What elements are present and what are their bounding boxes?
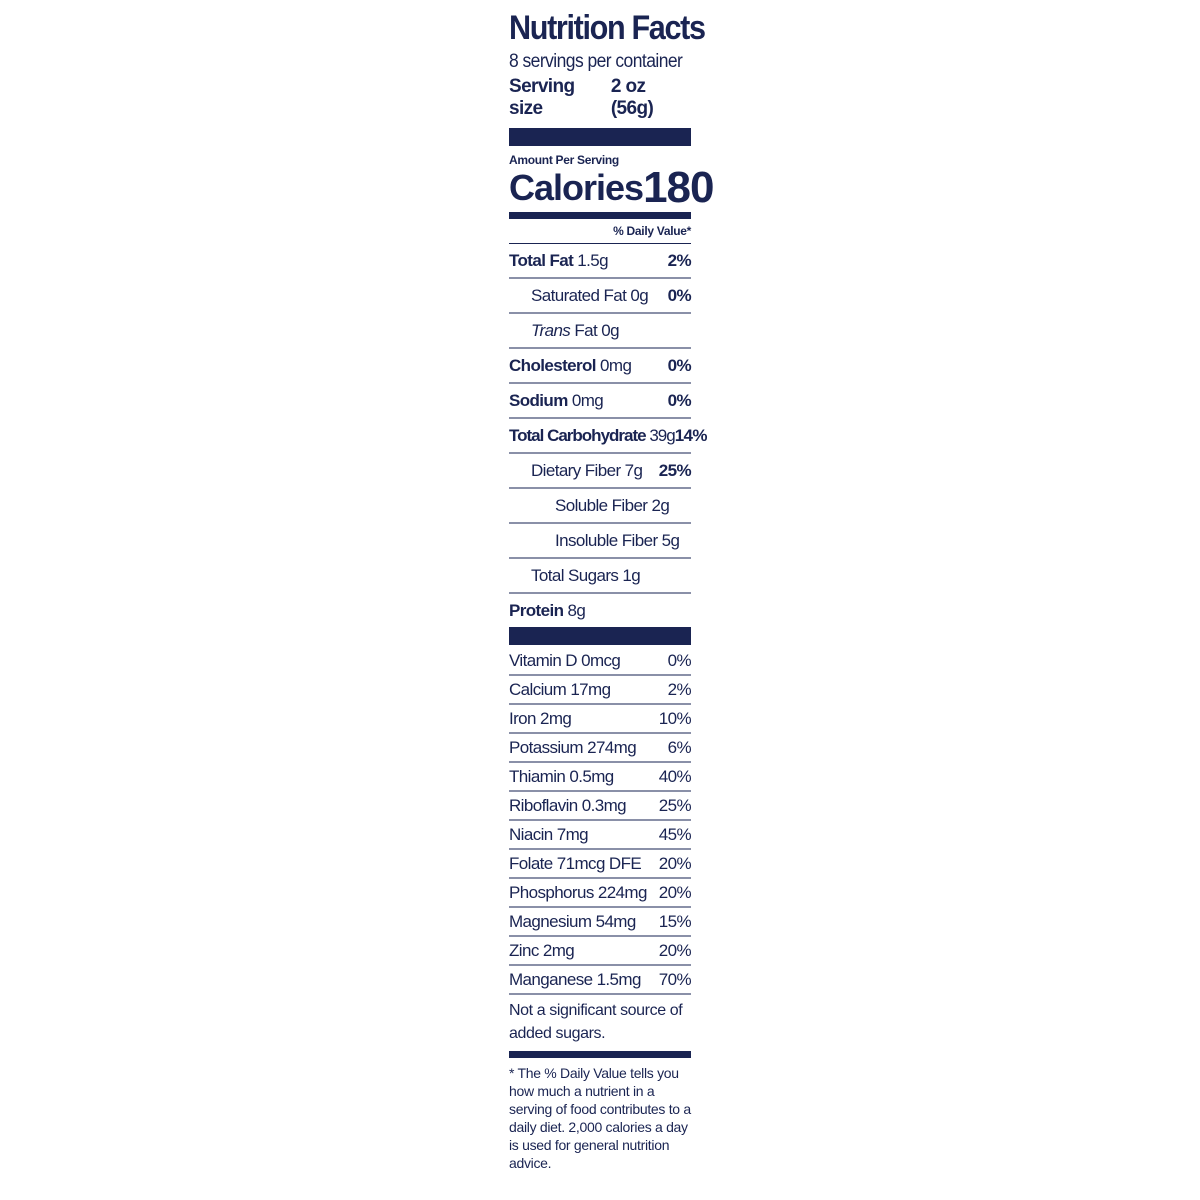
vitamin-row [509, 763, 691, 792]
vitamin-dv: 20% [658, 853, 691, 873]
nutrient-row-sodium [509, 384, 691, 419]
vitamin-text: Magnesium 54mg [509, 911, 636, 931]
serving-size-value: 2 oz (56g) [610, 76, 654, 119]
vitamin-row [509, 734, 691, 763]
vitamin-dv: 70% [658, 969, 691, 989]
nutrient-row-trans-fat [509, 314, 691, 349]
vitamin-row [509, 792, 691, 821]
servings-per-container: 8 servings per container [509, 51, 683, 72]
nutrient-amount: 0mg [600, 355, 632, 375]
nutrient-dv: 0% [667, 390, 691, 410]
vitamin-text: Iron 2mg [509, 708, 572, 728]
nutrient-amount: Fat 0g [574, 320, 619, 340]
vitamin-dv: 2% [667, 679, 691, 699]
nutrient-amount: 39g [649, 425, 675, 445]
medium-divider [509, 212, 691, 219]
vitamin-dv: 45% [658, 824, 691, 844]
amount-per-serving: Amount Per Serving [509, 153, 619, 167]
nutrient-amount: 2g [651, 495, 670, 515]
nutrient-name: Cholesterol [509, 355, 596, 375]
vitamin-text: Manganese 1.5mg [509, 969, 641, 989]
nutrient-row-insoluble-fiber [509, 524, 691, 559]
vitamin-dv: 15% [658, 911, 691, 931]
vitamin-text: Potassium 274mg [509, 737, 637, 757]
vitamin-row [509, 705, 691, 734]
nutrient-row-total-fat [509, 244, 691, 279]
vitamin-row [509, 908, 691, 937]
nutrient-row-total-sugars [509, 559, 691, 594]
vitamin-row [509, 937, 691, 966]
nutrient-amount: 0mg [571, 390, 604, 410]
nutrient-amount: 1g [622, 565, 641, 585]
nutrient-name: Trans [531, 320, 571, 340]
nutrient-name: Dietary Fiber [531, 460, 621, 480]
vitamin-dv: 40% [658, 766, 691, 786]
vitamin-text: Riboflavin 0.3mg [509, 795, 627, 815]
vitamin-row [509, 879, 691, 908]
vitamin-dv: 20% [658, 882, 691, 902]
nutrient-row-soluble-fiber [509, 489, 691, 524]
nutrient-dv: 0% [667, 285, 691, 305]
vitamin-dv: 6% [667, 737, 691, 757]
serving-size-row [509, 76, 691, 120]
vitamin-dv: 25% [658, 795, 691, 815]
vitamin-dv: 10% [658, 708, 691, 728]
nutrient-row-total-carbohydrate [509, 419, 707, 454]
vitamin-row [509, 647, 691, 676]
nutrient-row-protein [509, 594, 691, 627]
nutrient-dv: 25% [658, 460, 691, 480]
vitamin-text: Phosphorus 224mg [509, 882, 647, 902]
vitamin-text: Thiamin 0.5mg [509, 766, 614, 786]
daily-value-footnote: * The % Daily Value tells you how much a nutrient in a serving of food contributes to a daily diet. 2,000 calories a day is used for general nutrition advice. [509, 1065, 691, 1171]
vitamin-text: Folate 71mcg DFE [509, 853, 642, 873]
vitamin-row [509, 676, 691, 705]
nutrient-row-saturated-fat [509, 279, 691, 314]
nutrient-name: Saturated Fat [531, 285, 627, 305]
serving-size-label: Serving size [509, 76, 575, 119]
calories-label: Calories [509, 167, 644, 208]
nutrition-facts-panel [509, 8, 714, 1172]
nutrient-amount: 8g [567, 600, 586, 620]
vitamin-text: Zinc 2mg [509, 940, 575, 960]
vitamin-text: Vitamin D 0mcg [509, 650, 621, 670]
nutrient-name: Total Sugars [531, 565, 619, 585]
nutrient-name: Soluble Fiber [555, 495, 648, 515]
nutrient-name: Insoluble Fiber [555, 530, 658, 550]
nutrient-dv: 0% [667, 355, 691, 375]
vitamin-row [509, 850, 691, 879]
nutrient-name: Total Fat [509, 250, 574, 270]
nutrient-dv: 2% [667, 250, 691, 270]
calories-value: 180 [643, 163, 714, 212]
nutrient-row-dietary-fiber [509, 454, 691, 489]
thick-divider [509, 627, 691, 645]
vitamin-dv: 20% [658, 940, 691, 960]
calories-row [509, 163, 714, 212]
nutrient-amount: 0g [630, 285, 649, 305]
nutrient-amount: 7g [624, 460, 643, 480]
medium-divider [509, 1051, 691, 1058]
thick-divider [509, 128, 691, 146]
nutrient-row-cholesterol [509, 349, 691, 384]
vitamin-text: Calcium 17mg [509, 679, 611, 699]
nutrient-name: Sodium [509, 390, 568, 410]
label-title: Nutrition Facts [509, 9, 705, 47]
nutrient-name: Total Carbohydrate [509, 425, 646, 445]
vitamin-text: Niacin 7mg [509, 824, 589, 844]
vitamin-row [509, 966, 691, 995]
added-sugars-note: Not a significant source of added sugars. [509, 1002, 683, 1042]
vitamin-dv: 0% [667, 650, 691, 670]
nutrient-amount: 5g [661, 530, 680, 550]
daily-value-header: % Daily Value* [509, 219, 691, 244]
nutrient-dv: 14% [674, 425, 707, 445]
nutrient-name: Protein [509, 600, 564, 620]
vitamin-row [509, 821, 691, 850]
nutrient-amount: 1.5g [577, 250, 608, 270]
